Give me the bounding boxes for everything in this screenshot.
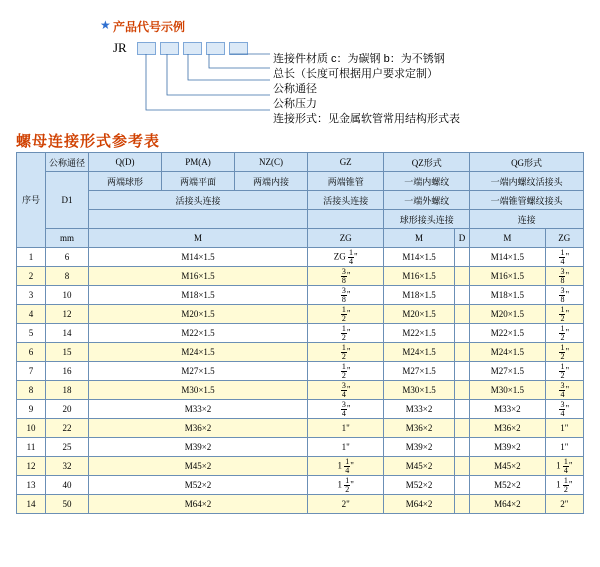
cell-qz-m: M36×2 <box>384 419 454 438</box>
cell-qg-zg: $\frac{3}{8}$ " <box>545 286 583 305</box>
diagram-note-dn: 公称通径 <box>273 83 317 95</box>
page-title: 螺母连接形式参考表 <box>16 133 161 150</box>
cell-qg-m: M20×1.5 <box>470 305 545 324</box>
cell-qd-m: M36×2 <box>89 419 308 438</box>
table-header-row <box>17 191 584 210</box>
cell-seq: 9 <box>17 400 46 419</box>
diagram-note-material: 连接件材质 c：为碳钢 b：为不锈钢 <box>273 53 445 65</box>
cell-qz-m: M39×2 <box>384 438 454 457</box>
cell-seq: 10 <box>17 419 46 438</box>
table-row <box>17 438 584 457</box>
nut-connection-table <box>16 152 584 514</box>
cell-qg-zg: $\frac{1}{4}$ " <box>545 248 583 267</box>
header-dn-sub: D1 <box>46 172 89 229</box>
cell-dn: 18 <box>46 381 89 400</box>
cell-seq: 11 <box>17 438 46 457</box>
cell-qd-m: M45×2 <box>89 457 308 476</box>
cell-dn: 16 <box>46 362 89 381</box>
header-pma-desc: 两端平面 <box>162 172 235 191</box>
cell-qg-zg: $\frac{3}{4}$ " <box>545 400 583 419</box>
cell-seq: 12 <box>17 457 46 476</box>
table-row <box>17 248 584 267</box>
cell-dn: 8 <box>46 267 89 286</box>
header-left-connection: 活接头连接 <box>89 191 308 210</box>
header-seq: 序号 <box>17 153 46 248</box>
header-dn-unit: mm <box>46 229 89 248</box>
cell-gz-zg: $\frac{3}{4}$ " <box>308 381 384 400</box>
header-group-qz: QZ形式 <box>384 153 470 172</box>
cell-gz-zg: $\frac{1}{2}$ " <box>308 343 384 362</box>
cell-qg-m: M14×1.5 <box>470 248 545 267</box>
cell-qz-m: M20×1.5 <box>384 305 454 324</box>
cell-qg-zg: $\frac{1}{2}$ " <box>545 362 583 381</box>
table-row <box>17 343 584 362</box>
cell-seq: 13 <box>17 476 46 495</box>
diagram-note-pn: 公称压力 <box>273 98 317 110</box>
cell-qz-d <box>454 400 469 419</box>
cell-qg-zg: 1 $\frac{1}{2}$ " <box>545 476 583 495</box>
cell-qg-zg: $\frac{1}{2}$ " <box>545 343 583 362</box>
cell-qg-zg: 1" <box>545 438 583 457</box>
cell-qd-m: M39×2 <box>89 438 308 457</box>
cell-seq: 1 <box>17 248 46 267</box>
cell-qz-m: M16×1.5 <box>384 267 454 286</box>
cell-qg-zg: $\frac{1}{2}$ " <box>545 324 583 343</box>
header-unit-qg-m: M <box>470 229 545 248</box>
header-blank-gz <box>308 210 384 229</box>
cell-qz-d <box>454 305 469 324</box>
cell-qz-m: M24×1.5 <box>384 343 454 362</box>
table-row <box>17 495 584 514</box>
cell-qg-m: M39×2 <box>470 438 545 457</box>
cell-dn: 10 <box>46 286 89 305</box>
table-row <box>17 457 584 476</box>
cell-seq: 14 <box>17 495 46 514</box>
cell-qg-zg: $\frac{3}{8}$ " <box>545 267 583 286</box>
cell-seq: 5 <box>17 324 46 343</box>
cell-qz-d <box>454 248 469 267</box>
cell-dn: 50 <box>46 495 89 514</box>
header-unit-qg-zg: ZG <box>545 229 583 248</box>
cell-gz-zg: 1 $\frac{1}{4}$ " <box>308 457 384 476</box>
cell-qz-m: M18×1.5 <box>384 286 454 305</box>
cell-gz-zg: ZG $\frac{1}{4}$ " <box>308 248 384 267</box>
cell-qz-d <box>454 457 469 476</box>
cell-dn: 25 <box>46 438 89 457</box>
cell-seq: 4 <box>17 305 46 324</box>
cell-qz-m: M64×2 <box>384 495 454 514</box>
diagram-note-form: 连接形式：见金属软管常用结构形式表 <box>273 113 460 125</box>
table-body <box>17 248 584 514</box>
cell-qz-m: M45×2 <box>384 457 454 476</box>
cell-qd-m: M30×1.5 <box>89 381 308 400</box>
cell-seq: 6 <box>17 343 46 362</box>
table-row <box>17 419 584 438</box>
header-group-qd: Q(D) <box>89 153 162 172</box>
header-unit-qz-m: M <box>384 229 454 248</box>
table-row <box>17 381 584 400</box>
header-unit-qz-d: D <box>454 229 469 248</box>
diagram-title: 产品代号示例 <box>113 20 186 34</box>
cell-qd-m: M22×1.5 <box>89 324 308 343</box>
cell-qd-m: M16×1.5 <box>89 267 308 286</box>
table-header-row <box>17 210 584 229</box>
star-icon: ★ <box>100 18 111 32</box>
cell-gz-zg: $\frac{3}{8}$ " <box>308 286 384 305</box>
cell-seq: 7 <box>17 362 46 381</box>
table-header-row <box>17 172 584 191</box>
cell-dn: 20 <box>46 400 89 419</box>
cell-qz-m: M30×1.5 <box>384 381 454 400</box>
cell-dn: 14 <box>46 324 89 343</box>
cell-qg-m: M27×1.5 <box>470 362 545 381</box>
table-row <box>17 362 584 381</box>
header-dn-label: 公称通径 <box>46 153 89 172</box>
table-header <box>17 153 584 248</box>
header-unit-zg: ZG <box>308 229 384 248</box>
cell-qz-d <box>454 286 469 305</box>
cell-gz-zg: 1" <box>308 438 384 457</box>
cell-gz-zg: 1" <box>308 419 384 438</box>
cell-qz-m: M33×2 <box>384 400 454 419</box>
cell-qz-m: M22×1.5 <box>384 324 454 343</box>
cell-qg-m: M52×2 <box>470 476 545 495</box>
cell-qz-m: M27×1.5 <box>384 362 454 381</box>
table-row <box>17 267 584 286</box>
cell-seq: 8 <box>17 381 46 400</box>
cell-qd-m: M52×2 <box>89 476 308 495</box>
table-row <box>17 324 584 343</box>
cell-seq: 3 <box>17 286 46 305</box>
cell-qg-m: M30×1.5 <box>470 381 545 400</box>
header-qg-connect: 连接 <box>470 210 584 229</box>
cell-qg-m: M64×2 <box>470 495 545 514</box>
cell-qd-m: M18×1.5 <box>89 286 308 305</box>
table-header-row <box>17 229 584 248</box>
cell-dn: 32 <box>46 457 89 476</box>
cell-qz-d <box>454 267 469 286</box>
cell-qg-zg: $\frac{1}{2}$ " <box>545 305 583 324</box>
cell-qz-d <box>454 495 469 514</box>
header-group-pma: PM(A) <box>162 153 235 172</box>
cell-qd-m: M20×1.5 <box>89 305 308 324</box>
cell-gz-zg: 2" <box>308 495 384 514</box>
cell-qd-m: M27×1.5 <box>89 362 308 381</box>
cell-qz-m: M14×1.5 <box>384 248 454 267</box>
header-qz-desc: 一端内螺纹 <box>384 172 470 191</box>
table-row <box>17 476 584 495</box>
header-qd-desc: 两端球形 <box>89 172 162 191</box>
cell-gz-zg: $\frac{3}{8}$ " <box>308 267 384 286</box>
cell-dn: 40 <box>46 476 89 495</box>
cell-qd-m: M14×1.5 <box>89 248 308 267</box>
cell-qz-m: M52×2 <box>384 476 454 495</box>
cell-dn: 22 <box>46 419 89 438</box>
cell-gz-zg: 1 $\frac{1}{2}$ " <box>308 476 384 495</box>
header-qg-thread: 一端锥管螺纹接头 <box>470 191 584 210</box>
cell-qz-d <box>454 438 469 457</box>
header-qz-ball: 球形接头连接 <box>384 210 470 229</box>
cell-qz-d <box>454 476 469 495</box>
header-group-nzc: NZ(C) <box>235 153 308 172</box>
cell-qz-d <box>454 419 469 438</box>
cell-qg-m: M36×2 <box>470 419 545 438</box>
header-qz-thread: 一端外螺纹 <box>384 191 470 210</box>
table-row <box>17 286 584 305</box>
cell-qg-zg: 2" <box>545 495 583 514</box>
header-group-qg: QG形式 <box>470 153 584 172</box>
header-unit-m: M <box>89 229 308 248</box>
table-header-row <box>17 153 584 172</box>
cell-qd-m: M33×2 <box>89 400 308 419</box>
header-gz-desc: 两端锥管 <box>308 172 384 191</box>
header-group-gz: GZ <box>308 153 384 172</box>
cell-qz-d <box>454 343 469 362</box>
cell-qg-m: M45×2 <box>470 457 545 476</box>
cell-qg-m: M24×1.5 <box>470 343 545 362</box>
table-row <box>17 305 584 324</box>
cell-qg-zg: 1 $\frac{1}{4}$ " <box>545 457 583 476</box>
cell-qz-d <box>454 381 469 400</box>
code-prefix: JR <box>113 40 127 55</box>
header-blank-left <box>89 210 308 229</box>
cell-qg-m: M18×1.5 <box>470 286 545 305</box>
cell-dn: 15 <box>46 343 89 362</box>
header-gz-connection: 活接头连接 <box>308 191 384 210</box>
cell-dn: 6 <box>46 248 89 267</box>
cell-seq: 2 <box>17 267 46 286</box>
cell-qg-m: M22×1.5 <box>470 324 545 343</box>
cell-gz-zg: $\frac{3}{4}$ " <box>308 400 384 419</box>
cell-qg-zg: $\frac{3}{4}$ " <box>545 381 583 400</box>
cell-gz-zg: $\frac{1}{2}$ " <box>308 305 384 324</box>
cell-qd-m: M64×2 <box>89 495 308 514</box>
cell-qz-d <box>454 324 469 343</box>
cell-dn: 12 <box>46 305 89 324</box>
header-qg-desc: 一端内螺纹活接头 <box>470 172 584 191</box>
cell-qg-m: M16×1.5 <box>470 267 545 286</box>
diagram-note-length: 总长（长度可根据用户要求定制） <box>273 68 438 80</box>
cell-gz-zg: $\frac{1}{2}$ " <box>308 324 384 343</box>
cell-gz-zg: $\frac{1}{2}$ " <box>308 362 384 381</box>
cell-qz-d <box>454 362 469 381</box>
cell-qg-zg: 1" <box>545 419 583 438</box>
cell-qg-m: M33×2 <box>470 400 545 419</box>
header-nzc-desc: 两端内接 <box>235 172 308 191</box>
cell-qd-m: M24×1.5 <box>89 343 308 362</box>
table-row <box>17 400 584 419</box>
product-code-diagram <box>0 0 600 125</box>
